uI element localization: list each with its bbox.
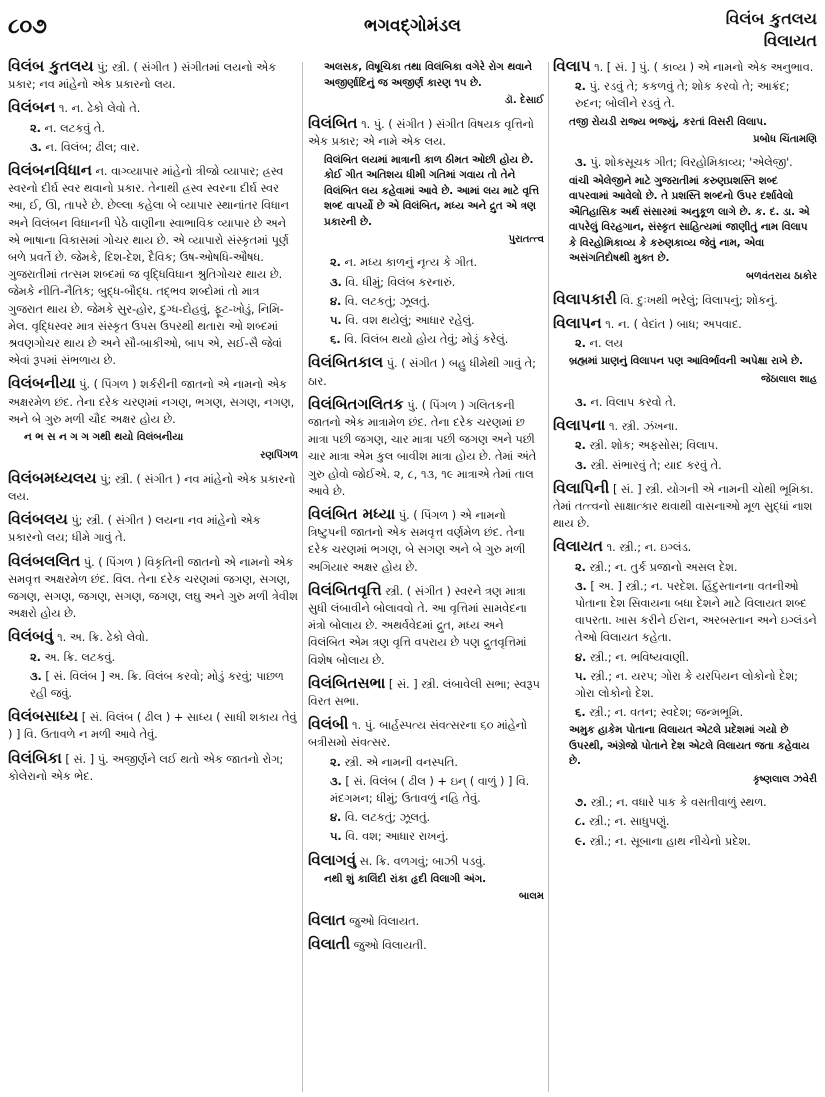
- sense-text: વિ. વશ; આધાર રાખનું.: [345, 830, 449, 844]
- entry-main: [8, 375, 298, 428]
- sense: [575, 813, 817, 830]
- headword: વિલંબિતગલિતક: [308, 394, 404, 413]
- definition-text: ૧. ન. ( વેદાંત ) બાધ; અપવાદ.: [605, 317, 742, 331]
- headword: વિલાતી: [308, 934, 350, 953]
- dictionary-entry: [308, 60, 544, 109]
- definition-text: પું. ( પિંગળ ) એ નામનો ત્રિષ્ટુપની જાતનો એક સમવૃત્ત વર્ણમેળ છંદ. તેના દરેક ચરણમાં ભગણ, બે સગણ અને બે ગુરુ મળી અગિયાર અક્ષર હોય છે.: [308, 508, 526, 574]
- quotation-source: રણપિંગળ: [260, 449, 298, 461]
- quotation: વિલંબિત લયમાં માત્રાની કાળ ઠીમત ઓછી હોય છે. કોઈ ગીત અતિશય ધીમી ગતિમાં ગવાય તો તેને વિલંબિત લય કહેવામાં આવે છે. આમાં લય માટે વૃત્તિ શબ્દ વાપર્યો છે એ વિલંબિત, મધ્ય અને દ્રુત એ ત્રણ પ્રકારની છે.: [324, 153, 540, 228]
- quotation: નથી શું કાલિંદી રાંકા હૃદી વિલાગી અંગ.: [324, 872, 487, 885]
- dictionary-entry: [553, 417, 817, 474]
- sense-text: વિ. વશ થયેલું; આધાર રહેલું.: [345, 313, 475, 327]
- sense: [575, 335, 817, 352]
- dictionary-entry: [553, 154, 817, 284]
- headword: વિલાયત: [553, 537, 603, 556]
- dictionary-entry: [8, 708, 298, 743]
- headword: વિલંબિતસભા: [308, 673, 386, 692]
- dictionary-entry: [553, 58, 817, 148]
- sense: [30, 668, 298, 702]
- entry-main: [8, 162, 298, 369]
- entry-main: [308, 582, 544, 669]
- headword: વિલંબી: [308, 715, 349, 734]
- entry-main: [308, 354, 544, 389]
- headword: વિલાપ: [553, 58, 591, 75]
- sense: [575, 668, 817, 702]
- definition-text: જુઓ વિલાયત.: [349, 914, 420, 928]
- page-header: [0, 0, 825, 56]
- entry-main: [553, 315, 817, 333]
- headword: વિલાપકારી: [553, 289, 617, 308]
- entry-main: [308, 852, 544, 870]
- sense-number: ૨.: [575, 80, 586, 94]
- headword: વિલંબન: [8, 98, 56, 117]
- sense-text: ન. વિલાપ કરવો તે.: [590, 396, 677, 410]
- sense-number: ૨.: [575, 337, 586, 351]
- sense: [575, 649, 817, 666]
- sense-text: ન. લટકવું તે.: [44, 121, 105, 135]
- sense-number: ૨.: [30, 121, 41, 135]
- sense: [330, 254, 544, 271]
- definition-text: ન. વાગ્વ્યાપાર માંહેનો ત્રીજો વ્યાપાર; હ્રસ્વ સ્વરનો દીર્ઘ સ્વર થવાનો પ્રકાર. તેનાથી હ્રસ્વ સ્વરના દીર્ઘ સ્વર આ, ઈ, ઊ, તાપરે છે. છેલ્લા કહેલા બે વ્યાપાર સ્થાનાંતર વિધાન અને વિલંબન વિધાનની પેઠે વાણીના સ્વાભાવિક વ્યાપાર છે અને એ ભાષાના વિકાસમાં ગોચર થાય છે. એ વ્યાપારો સંસ્કૃતમાં પૂર્ણ બળે પ્રવર્તે છે. જેમકે, દિશ-દેશ, દૈવિક; ઉષ-ઓષધિ-ઔષધ. ગુજરાતીમાં તત્સમ શબ્દમાં જ વૃદ્ધિવિધાન શ્રુતિગોચર થાય છે. જેમકે નીતિ-નૈતિક; બુદ્ધ-બૌદ્ધ. તદ્ભવ શબ્દોમાં તો માત્ર ગુજરાત થાય છે. જેમકે સુર-હોર, દુગ્ધ-દોહવું, ફૂટ-ખોડું, નિમિ-મેલ. વૃદ્ધિસ્વર માત્ર સંસ્કૃત ઉપસ ઉપરથી થતારા ઓ શબ્દમાં શ્રવણગોચર થાય છે અને સૌ-બાકીઓ, બાપ એ, સઈ-સૈ જેવાં એવાં રૂપમાં સંભળાય છે.: [8, 165, 289, 368]
- definition-text: પું. ( પિંગળ ) વિકૃતિની જાતનો એ નામનો એક સમવૃત્ત અક્ષરમેળ છંદ. વિલ. તેના દરેક ચરણમાં જગણ, સગણ, જગણ, સગણ, જગણ, સગણ, જગણ, લઘુ અને ગુરુ મળી ત્રેવીશ અક્ષરો હોય છે.: [8, 555, 298, 621]
- headword: વિલંબનવિધાન: [8, 161, 92, 180]
- definition-text: વિ. દુઃખથી ભરેલું; વિલાપનું; શોકનું.: [620, 293, 778, 307]
- definition-text: ૧. સ્ત્રી.; ન. ઇગ્લંડ.: [606, 541, 692, 555]
- sense: [575, 437, 817, 454]
- entry-main: [308, 912, 544, 930]
- page-number: ૮૦૭: [8, 14, 47, 38]
- headword: વિલાપના: [553, 416, 606, 435]
- sense-text: [ અ. ] સ્ત્રી.; ન. પરદેશ. હિંદુસ્તાનના વતનીઓ પોતાના દેશ સિવાયના બધા દેશને માટે વિલાયત શબ્દ વાપરતા. ખાસ કરીને ઈરાન, અરબસ્તાન અને ઇગ્લંડને તેઓ વિલાયત કહેતા.: [575, 579, 817, 645]
- entry-main: [553, 58, 817, 76]
- definition-text: જુઓ વિલાયતી.: [353, 938, 427, 952]
- definition-text: પું. ( સંગીત ) બહુ ધીમેથી ગાવું તે; ઠાર.: [308, 357, 536, 388]
- entry-main: [8, 470, 298, 505]
- sense: [330, 274, 544, 291]
- quotation-source: કૃષ્ણલાલ ઝવેરી: [752, 773, 817, 785]
- sense-number: ૨.: [330, 256, 341, 270]
- quotation-source: જેઠાલાલ શાહ: [760, 373, 817, 385]
- headword: વિલંબવું: [8, 627, 54, 646]
- sense-text: સ્ત્રી. શોક; અફસોસ; વિલાપ.: [589, 439, 719, 453]
- definition-text: [ સં. ] પું. અજીર્ણને લઈ થતો એક જાતનો રોગ; કોલેરાનો એક ભેદ.: [8, 752, 284, 783]
- column-rule: [302, 62, 303, 1092]
- sense-text: ન. લય: [589, 337, 623, 351]
- dictionary-entry: [8, 375, 298, 463]
- entry-main: [8, 511, 298, 546]
- sense: [330, 773, 544, 807]
- headword: વિલંબસાધ્ય: [8, 707, 79, 726]
- sense-number: ૩.: [30, 669, 42, 683]
- sense-text: ન. મધ્ય કાળનું નૃત્ય કે ગીત.: [344, 256, 478, 270]
- dictionary-entry: [8, 162, 298, 369]
- entry-main: [308, 506, 544, 576]
- sense-number: ૩.: [575, 458, 587, 472]
- entry-main: [308, 716, 544, 751]
- sense-number: ૬.: [575, 706, 586, 720]
- dictionary-entry: [553, 315, 817, 388]
- column-1: [8, 58, 298, 1093]
- definition-text: પું. ( પિંગળ ) શર્કરીની જાતનો એ નામનો એક અક્ષરમેળ છંદ. તેના દરેક ચરણમાં નગણ, ભગણ, સગણ, નગણ, અને બે ગુરુ મળી ચૌદ અક્ષર હોય છે.: [8, 378, 295, 426]
- sense-text: પું. રડવું તે; કકળવું તે; શોક કરવો તે; આક્રંદ; રુદન; બોલીને રડવું તે.: [575, 80, 790, 111]
- quotation: વાંચી એલેજીને માટે ગુજરાતીમાં કરુણપ્રશસ્તિ શબ્દ વાપરવામાં આવેલો છે. તે પ્રશસ્તિ શબ્દનો ઉપર દર્શાવેલો ઐતિહાસિક અર્થ સંસારમાં અનુકૂળ લાગે છે. ક. દ. ડા. એ વાપરેલું વિરહગાન, સંસ્કૃત સાહિત્યમાં જાણીતું નામ વિલાપ કે વિરહોમિકાવ્ય કે કરુણકાવ્ય જેવું નામ, એવા અસંગતિદોષથી મુક્ત છે.: [569, 174, 810, 265]
- sense-text: સ્ત્રી.; ન. સૂબાના હાથ નીચેનો પ્રદેશ.: [589, 834, 751, 848]
- sense-text: સ્ત્રી. સંભારવું તે; યાદ કરવું તે.: [590, 458, 722, 472]
- quotation-source: ડૉ. દેસાઈ: [504, 95, 544, 106]
- sense-number: ૩.: [575, 396, 587, 410]
- definition-text: ૧. પું. ( સંગીત ) સંગીત વિષયક વૃત્તિનો એક પ્રકાર; એ નામે એક લય.: [308, 118, 534, 149]
- entry-main: [553, 480, 817, 533]
- dictionary-entry: [308, 354, 544, 389]
- sense: [575, 794, 817, 811]
- sense-text: વિ. લટકતું; ઝૂલતું.: [344, 811, 431, 825]
- dictionary-entry: [8, 750, 298, 785]
- dictionary-entry: [308, 582, 544, 669]
- sense-text: [ સં. વિલંબ ( ઢીલ ) + ઇન્ ( વાળું ) ] વિ. મંદગમન; ધીમું; ઉતાવળું નહિ તેવું.: [330, 774, 530, 805]
- headword: વિલંબિત મધ્યા: [308, 504, 396, 523]
- sense: [575, 578, 817, 647]
- entry-main: [8, 553, 298, 623]
- definition-text: સ્ત્રી. ( સંગીત ) સ્વરને ત્રણ માત્રા સુધી લંબાવીને બોલાવવો તે. આ વૃત્તિમાં સામવેદના મંત્રો બોલાય છે. અથર્વવેદમાં દ્રુત, મધ્ય અને વિલંબિત એમ ત્રણ વૃત્તિ વપરાય છે પણ દ્રુતવૃત્તિમાં વિશેષ બોલાય છે.: [308, 584, 527, 667]
- dictionary-entry: [8, 99, 298, 156]
- headword: વિલંબિતવૃત્તિ: [308, 580, 382, 599]
- sense-text: સ્ત્રી.; ન. ભવિષ્યવાણી.: [589, 650, 690, 664]
- headword: વિલંબનીયા: [8, 374, 76, 393]
- definition-text: ૧. સ્ત્રી. ઝંખના.: [608, 420, 679, 434]
- sense-number: ૨.: [575, 560, 586, 574]
- dictionary-entry: [553, 538, 817, 788]
- sense: [330, 809, 544, 826]
- headword: વિલંબિતકાલ: [308, 353, 384, 372]
- definition-text: પું. ( પિંગળ ) ગલિતકની જાતનો એક માત્રામેળ છંદ. તેના દરેક ચરણમાં છ માત્રા પછી જગણ, ચાર માત્રા પછી જગણ અને પછી ચાર માત્રા એમ કુલ બાવીશ માત્રા હોય છે. તેમાં અંતે ગુરુ હોવો જોઈએ. ૨, ૮, ૧૩, ૧૯ માત્રાએ તેમાં તાલ આવે છે.: [308, 398, 537, 498]
- definition-text: પું; સ્ત્રી. ( સંગીત ) નવ માંહેનો એક પ્રકારનો લય.: [8, 472, 296, 503]
- entry-main: [308, 396, 544, 500]
- sense-number: ૩.: [330, 774, 342, 788]
- sense-number: ૬.: [330, 333, 341, 347]
- dictionary-entry: [8, 58, 298, 93]
- entry-main: [8, 750, 298, 785]
- sense-text: વિ. ધીમું; વિલંબ કરનારું.: [345, 275, 456, 289]
- quotation: અમુક હાકેમ પોતાના વિલાયત એટલે પ્રદેશમાં ગયો છે ઉપરથી, અંગ્રેજો પોતાને દેશ એટલે વિલાયત જતા કહેવાય છે.: [569, 724, 810, 768]
- sense: [30, 139, 298, 156]
- dictionary-entry: [8, 511, 298, 546]
- sense-number: ૮.: [575, 815, 586, 829]
- sense-text: [ સં. વિલંબ ] અ. ક્રિ. વિલંબ કરવો; મોડું કરવું; પાછળ રહી જવું.: [30, 669, 284, 700]
- headword: વિલાગવું: [308, 850, 357, 869]
- sense-number: ૩.: [575, 156, 587, 170]
- page-title: ભગવદ્ગોમંડલ: [364, 16, 461, 36]
- sense-number: ૩.: [330, 275, 342, 289]
- column-rule: [548, 62, 549, 1092]
- sense: [575, 559, 817, 576]
- dictionary-entry: [308, 396, 544, 500]
- sense-text: સ્ત્રી. એ નામની વનસ્પતિ.: [344, 755, 458, 769]
- sense: [575, 154, 817, 171]
- entry-main: [308, 115, 544, 150]
- definition-text: [ સં. વિલંબ ( ઢીલ ) + સાધ્ય ( સાધી શકાય તેવું ) ] વિ. ઉતાવળે ન મળી આવે તેવું.: [8, 711, 297, 742]
- sense: [575, 704, 817, 721]
- guideword-first: વિલંબ કુતલય: [725, 9, 817, 28]
- quotation: ન ભ સ ન ગ ગ ગથી થયો વિલંબનીયા: [24, 431, 184, 444]
- entry-main: [8, 708, 298, 743]
- sense-text: વિ. વિલંબ થયો હોય તેવું; મોડું કરેલું.: [344, 333, 509, 347]
- dictionary-entry: [8, 553, 298, 623]
- definition-text: પું; સ્ત્રી. ( સંગીત ) સંગીતમાં લયનો એક પ્રકાર; નવ માંહેનો એક પ્રકારનો લય.: [8, 61, 277, 92]
- sense-number: ૭.: [575, 796, 588, 810]
- quotation: તજી રોયડી રાજ્ય ભજ્યું, કરતાં વિસરી વિલાપ.: [569, 115, 767, 128]
- headword: વિલંબ કુતલય: [8, 58, 94, 75]
- sense-text: સ્ત્રી.; ન. તુર્ક પ્રજાનો અસલ દેશ.: [589, 560, 738, 574]
- sense: [330, 754, 544, 771]
- headword: વિલાપિની: [553, 478, 610, 497]
- entry-main: [308, 675, 544, 710]
- dictionary-entry: [8, 628, 298, 702]
- sense: [30, 649, 298, 666]
- guideword-last: વિલાયત: [763, 31, 817, 50]
- definition-text: ૧. [ સં. ] પું. ( કાવ્ય ) એ નામનો એક અનુભાવ.: [594, 61, 814, 74]
- sense-number: ૨.: [330, 755, 341, 769]
- entry-main: [553, 538, 817, 556]
- definition-text: પું; સ્ત્રી. ( સંગીત ) લયના નવ માંહેનો એક પ્રકારનો લય; ધીમે ગાવું તે.: [8, 514, 261, 545]
- headword: વિલંબિકા: [8, 748, 62, 767]
- sense-number: ૩.: [30, 140, 42, 154]
- entry-main: [553, 417, 817, 435]
- quotation-source: પ્રબોધ ચિંતામણિ: [753, 134, 817, 146]
- sense-number: ૩.: [575, 579, 587, 593]
- sense-number: ૯.: [575, 834, 586, 848]
- dictionary-entry: [308, 716, 544, 845]
- sense-number: ૪.: [330, 294, 342, 308]
- quotation-source: બળવંતરાય ઠાકોર: [746, 270, 817, 282]
- sense-text: સ્ત્રી.; ન. વધારે પાક કે વસતીવાળું સ્થળ.: [590, 796, 767, 810]
- entry-main: [308, 936, 544, 954]
- dictionary-entry: [308, 115, 544, 248]
- dictionary-entry: [553, 291, 817, 309]
- sense-number: ૫.: [330, 830, 342, 844]
- sense-text: સ્ત્રી.; ન. સાધુપણું.: [589, 815, 670, 829]
- dictionary-entry: [553, 480, 817, 533]
- definition-text: ૧. ન. ઢેકો લેવો તે.: [58, 102, 141, 116]
- sense-number: ૪.: [330, 811, 342, 825]
- sense-text: ન. વિલંબ; ઢીલ; વાર.: [45, 140, 140, 154]
- dictionary-entry: [308, 912, 544, 930]
- quotation-source: પુરાતત્ત્વ: [508, 234, 544, 246]
- sense-text: પું. શોકસૂચક ગીત; વિરહોમિકાવ્ય; 'એલેજી'.: [590, 156, 793, 170]
- sense-text: સ્ત્રી.; ન. યરપ; ગોરા કે યરપિયન લોકોનો દેશ; ગોરા લોકોનો દેશ.: [575, 669, 798, 701]
- sense: [575, 833, 817, 850]
- sense: [575, 457, 817, 474]
- headword: વિલંબમધ્યલય: [8, 468, 97, 487]
- quotation: બ્રહ્મમાં પ્રાણનું વિલાપન પણ આવિર્ભાવની અપેક્ષા રાખે છે.: [569, 355, 803, 368]
- headword: વિલાપન: [553, 313, 602, 332]
- sense-number: ૨.: [30, 650, 41, 664]
- quotation: અલસક, વિષૂચિકા તથા વિલંબિકા વગેરે રોગ થવાને અજીર્ણાદિનું જ અજીર્ણ કારણ ૧૫ છે.: [324, 61, 532, 89]
- dictionary-entry: [308, 254, 544, 348]
- entry-main: [553, 291, 817, 309]
- entry-main: [8, 58, 298, 93]
- dictionary-entry: [553, 394, 817, 411]
- dictionary-entry: [8, 470, 298, 505]
- sense: [575, 78, 817, 112]
- sense: [575, 394, 817, 411]
- definition-text: [ સં. ] સ્ત્રી. યોગની એ નામની ચોથી ભૂમિકા. તેમાં તત્ત્વનો સાક્ષાત્કાર થવાથી વાસનાઓ મૂળ સુદ્ધાં નાશ થાય છે.: [553, 482, 814, 531]
- definition-text: ૧. અ. ક્રિ. ઢેકો લેવો.: [57, 631, 149, 645]
- definition-text: ૧. પું. બાર્હસ્પત્ય સંવત્સરના ૬૦ માંહેનો બત્રીસમો સંવત્સર.: [308, 719, 528, 750]
- sense-number: ૨.: [575, 439, 586, 453]
- dictionary-entry: [308, 506, 544, 576]
- quotation-source: બાલમ: [518, 891, 544, 903]
- headword: વિલંબલય: [8, 510, 68, 529]
- entry-main: [8, 99, 298, 117]
- sense: [330, 828, 544, 845]
- dictionary-entry: [308, 852, 544, 906]
- sense-number: ૪.: [575, 650, 587, 664]
- column-2: [308, 58, 544, 1093]
- sense-text: વિ. લટકતું; ઝૂલતું.: [344, 294, 431, 308]
- sense: [330, 312, 544, 329]
- sense: [330, 293, 544, 310]
- headword: વિલાત: [308, 910, 346, 929]
- sense-number: ૫.: [575, 669, 587, 683]
- dictionary-entry: [553, 794, 817, 850]
- guidewords: [726, 8, 817, 52]
- dictionary-entry: [308, 675, 544, 710]
- definition-text: [ સં. ] સ્ત્રી. લંબાવેલી સભા; સ્વરૂપ વિરત સભા.: [308, 677, 540, 708]
- dictionary-entry: [308, 936, 544, 954]
- sense-text: સ્ત્રી.; ન. વતન; સ્વદેશ; જન્મભૂમિ.: [589, 706, 744, 720]
- definition-text: સ. ક્રિ. વળગવું; બાઝી પડવું.: [359, 854, 486, 868]
- sense-number: ૫.: [330, 313, 342, 327]
- entry-main: [8, 628, 298, 646]
- sense: [30, 120, 298, 137]
- sense: [330, 331, 544, 348]
- sense-text: અ. ક્રિ. લટકવું.: [44, 650, 116, 664]
- headword: વિલંબિત: [308, 114, 358, 133]
- column-3: [553, 58, 817, 1093]
- headword: વિલંબલલિત: [8, 551, 81, 570]
